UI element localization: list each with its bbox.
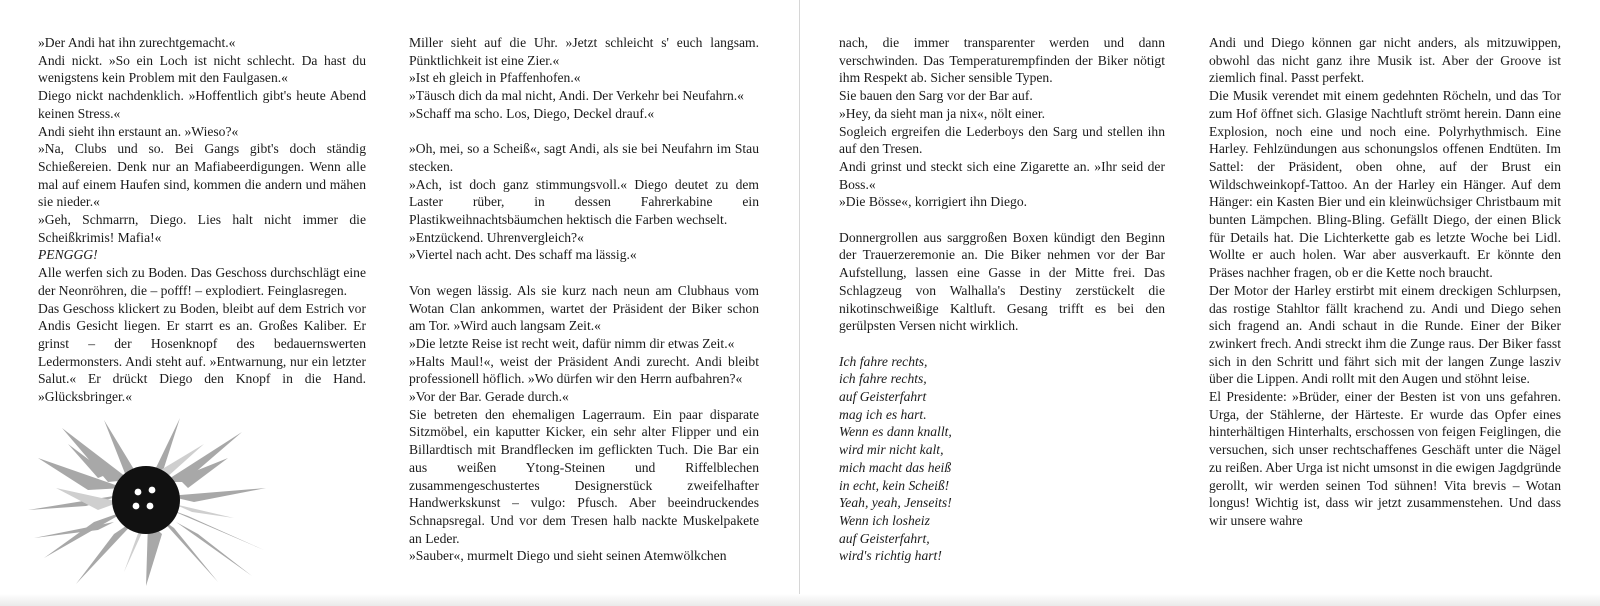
paragraph: »Die letzte Reise ist recht weit, dafür nimm dir etwas Zeit.« bbox=[409, 335, 735, 351]
verse-line: auf Geisterfahrt bbox=[839, 389, 927, 405]
verse-line: ich fahre rechts, bbox=[839, 371, 927, 387]
paragraph-gap bbox=[409, 123, 759, 141]
paragraph: Sogleich ergreifen die Lederboys den Sarg und stellen ihn auf den Tresen. bbox=[839, 123, 1165, 157]
paragraph: El Presidente: »Brüder, einer der Besten ist von uns gefahren. Urga, der Stählerne, der Härteste. Er wurde das Opfer eines hinterhältigen Hinterhalts, erschossen von feigen Feiglingen, die versuchen, sich unser rechtschaffenes Geschäft unter die Nägel zu reißen. Aber Urga ist nicht umsonst in die ewigen Jagdgründe gerollt, wir werden seinen Tod sühnen! Vita brevis – Wotan longus! Wichtig ist, dass wir jetzt zusammenstehen. Und dass wir unsere wahre bbox=[1209, 389, 1561, 528]
paragraph: »Ist eh gleich in Pfaffenhofen.« bbox=[409, 70, 581, 86]
paragraph: Andi nickt. »So ein Loch ist nicht schlecht. Da hast du wenigstens kein Problem mit den Faulgasen.« bbox=[38, 52, 366, 86]
paragraph: »Vor der Bar. Gerade durch.« bbox=[409, 389, 569, 405]
paragraph: Das Geschoss klickert zu Boden, bleibt auf dem Estrich vor Andis Gesicht liegen. Er starrt es an. Großes Kaliber. Er grinst – der Hosenknopf des bedauernswerten Ledermonsters. Andi steht auf. »Entwarnung, nur ein letzter Salut.« Er drückt Diego den Knopf in die Hand. »Glücksbringer.« bbox=[38, 300, 366, 405]
column-1 bbox=[38, 34, 366, 406]
paragraph: Andi und Diego können gar nicht anders, als mitzuwippen, obwohl das nicht ganz ihre Musik ist. Aber der Groove ist ziemlich final. Passt perfekt. bbox=[1209, 35, 1561, 86]
bullet-hole-icon bbox=[28, 418, 268, 586]
paragraph: »Sauber«, murmelt Diego und sieht seinen Atemwölkchen bbox=[409, 548, 727, 564]
paragraph: »Die Bösse«, korrigiert ihn Diego. bbox=[839, 194, 1028, 210]
paragraph: Sie bauen den Sarg vor der Bar auf. bbox=[839, 88, 1033, 104]
verse-line: Yeah, yeah, Jenseits! bbox=[839, 495, 952, 511]
paragraph: »Der Andi hat ihn zurechtgemacht.« bbox=[38, 35, 236, 50]
paragraph: Andi grinst und steckt sich eine Zigarette an. »Ihr seid der Boss.« bbox=[839, 158, 1165, 192]
paragraph: Sie betreten den ehemaligen Lagerraum. Ein paar disparate Sitzmöbel, ein kaputter Kicker, ein sehr alter Flipper und ein Billardtisch mit Brandflecken im geflickten Tuch. Die Bar ein aus weißen Ytong-Steinen und Riffelblechen zusammengeschustertes Designerstück zweifelhafter Handwerkskunst – vulgo: Pfusch. Aber beeindruckendes Schnapsregal. Und vor dem Tresen halb nackte Muskelpakete an Leder. bbox=[409, 406, 759, 546]
paragraph: »Entzückend. Uhrenvergleich?« bbox=[409, 229, 584, 245]
paragraph-gap bbox=[839, 211, 1165, 229]
paragraph: Die Musik verendet mit einem gedehnten Röcheln, und das Tor zum Hof öffnet sich. Glasige Nachtluft strömt herein. Dann eine Explosion, noch eine und noch eine. Polyrhythmisch. Eine Harley. Fehlzündungen aus schonungslos offenen Endtüten. Im Sattel: der Präsident, oben ohne, auf der Brust ein Wildschweinkopf-Tattoo. An der Harley ein Hänger. Auf dem Hänger: ein Kasten Bier und ein kleinwüchsiger Christbaum mit bunten Lämpchen. Bling-Bling. Gefällt Diego, der einen Blick für Details hat. Die Lichterkette gab es letzte Woche bei Lidl. Wollte er auch holen. War aber ausverkauft. Er könnte den Präses nachher fragen, ob er die Kette noch braucht. bbox=[1209, 88, 1561, 281]
verse-line: wird's richtig hart! bbox=[839, 548, 942, 564]
paragraph: Der Motor der Harley erstirbt mit einem dreckigen Schlurpsen, das rostige Stahltor fällt krachend zu. Andi und Diego sehen sich fragend an. Andi schaut in die Runde. Einer der Biker zwinkert frech. Andi streckt ihm die Zunge raus. Der Biker fasst sich in den Schritt und fährt sich mit der langen Zunge lasziv über die Lippen. Andi rollt mit den Augen und stöhnt leise. bbox=[1209, 282, 1561, 387]
column-4 bbox=[1209, 34, 1561, 530]
verse-line: Ich fahre rechts, bbox=[839, 353, 928, 369]
paragraph: Andi sieht ihn erstaunt an. »Wieso?« bbox=[38, 123, 239, 139]
paragraph: »Hey, da sieht man ja nix«, nölt einer. bbox=[839, 105, 1045, 121]
column-2 bbox=[409, 34, 759, 565]
verse-line: in echt, kein Scheiß! bbox=[839, 477, 950, 493]
paragraph-gap bbox=[409, 264, 759, 282]
paragraph: Donnergrollen aus sarggroßen Boxen kündigt den Beginn der Trauerzeremonie an. Die Biker nehmen vor der Bar Aufstellung, lassen eine Gasse in der Mitte frei. Das Schlagzeug von Walhalla's Destiny zerstückelt die nikotinschweißige Kaltluft. Gesang trifft es bei den gerülpsten Versen nicht wirklich. bbox=[839, 229, 1165, 334]
paragraph: nach, die immer transparenter werden und dann verschwinden. Das Temperaturempfinden der Biker nötigt ihm Respekt ab. Sicher sensible Typen. bbox=[839, 35, 1165, 86]
column-3 bbox=[839, 34, 1165, 565]
paragraph: »Schaff ma scho. Los, Diego, Deckel drauf.« bbox=[409, 105, 655, 121]
paragraph: »Oh, mei, so a Scheiß«, sagt Andi, als sie bei Neufahrn im Stau stecken. bbox=[409, 141, 759, 174]
hole bbox=[112, 466, 180, 534]
verse-line: auf Geisterfahrt, bbox=[839, 530, 930, 546]
paragraph: »Halts Maul!«, weist der Präsident Andi zurecht. Andi bleibt professionell höflich. »Wo dürfen wir den Herrn aufbahren?« bbox=[409, 353, 759, 387]
page-bottom-edge bbox=[0, 594, 1600, 606]
paragraph: »Na, Clubs und so. Bei Gangs gibt's doch ständig Schießereien. Denk nur an Mafiabeerdigungen. Wenn alle mal auf einem Haufen sind, kommen die andern und mähen sie nieder.« bbox=[38, 141, 366, 210]
paragraph: Von wegen lässig. Als sie kurz nach neun am Clubhaus vom Wotan Clan ankommen, wartet der Präsident der Biker schon am Tor. »Wird auch langsam Zeit.« bbox=[409, 282, 759, 334]
paragraph: Diego nickt nachdenklich. »Hoffentlich gibt's heute Abend keinen Stress.« bbox=[38, 88, 366, 121]
paragraph: »Ach, ist doch ganz stimmungsvoll.« Diego deutet zu dem Laster rüber, in dessen Fahrerkabine ein Plastikweihnachtsbäumchen hektisch die Farben wechselt. bbox=[409, 176, 759, 228]
verse-line: mich macht das heiß bbox=[839, 459, 952, 475]
verse-line: mag ich es hart. bbox=[839, 406, 927, 422]
verse-line: Wenn es dann knallt, bbox=[839, 424, 952, 440]
paragraph: PENGGG! bbox=[38, 247, 98, 263]
song-verse bbox=[839, 353, 1165, 565]
paragraph: Alle werfen sich zu Boden. Das Geschoss durchschlägt eine der Neonröhren, die – pofff! – explodiert. Feinglasregen. bbox=[38, 265, 366, 298]
paragraph: »Geh, Schmarrn, Diego. Lies halt nicht immer die Scheißkrimis! Mafia!« bbox=[38, 212, 366, 245]
paragraph-gap bbox=[839, 335, 1165, 353]
verse-line: wird mir nicht kalt, bbox=[839, 442, 944, 458]
paragraph: Miller sieht auf die Uhr. »Jetzt schleicht s' euch langsam. Pünktlichkeit ist eine Zier.« bbox=[409, 35, 759, 68]
paragraph: »Täusch dich da mal nicht, Andi. Der Verkehr bei Neufahrn.« bbox=[409, 88, 744, 104]
paragraph: »Viertel nach acht. Des schaff ma lässig.« bbox=[409, 247, 637, 263]
verse-line: Wenn ich losheiz bbox=[839, 512, 930, 528]
